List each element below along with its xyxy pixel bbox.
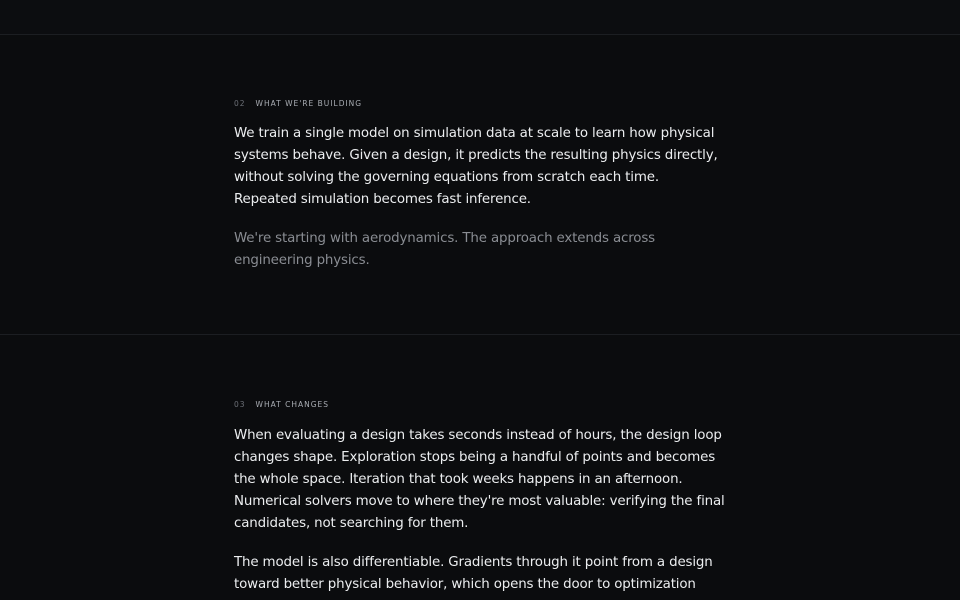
section-what-were-building: [234, 97, 734, 272]
section-eyebrow: [234, 398, 734, 410]
section-divider: [0, 34, 960, 35]
section-number: 02: [234, 98, 246, 108]
section-paragraph-muted: We're starting with aerodynamics. The approach extends across engineering physics.: [234, 231, 655, 268]
section-title: WHAT WE'RE BUILDING: [255, 98, 363, 108]
section-what-changes: [234, 398, 734, 596]
section-divider: [0, 334, 960, 335]
section-title: WHAT CHANGES: [255, 399, 330, 409]
section-number: 03: [234, 399, 246, 409]
section-paragraph: We train a single model on simulation data at scale to learn how physical systems behave. Given a design, it predicts the resulting physics directly, without solving the governing equations from scratch each time. Repeated simulation becomes fast inference.: [234, 126, 718, 207]
section-eyebrow: [234, 97, 734, 109]
section-paragraph: When evaluating a design takes seconds instead of hours, the design loop changes shape. Exploration stops being a handful of points and becomes the whole space. Iteration that took weeks happens in an afternoon. Numerical solvers move to where they're most valuable: verifying the final candidates, not searching for them.: [234, 428, 725, 531]
top-band: [0, 0, 960, 34]
section-paragraph: The model is also differentiable. Gradients through it point from a design toward better physical behavior, which opens the door to optimization: [234, 555, 713, 592]
